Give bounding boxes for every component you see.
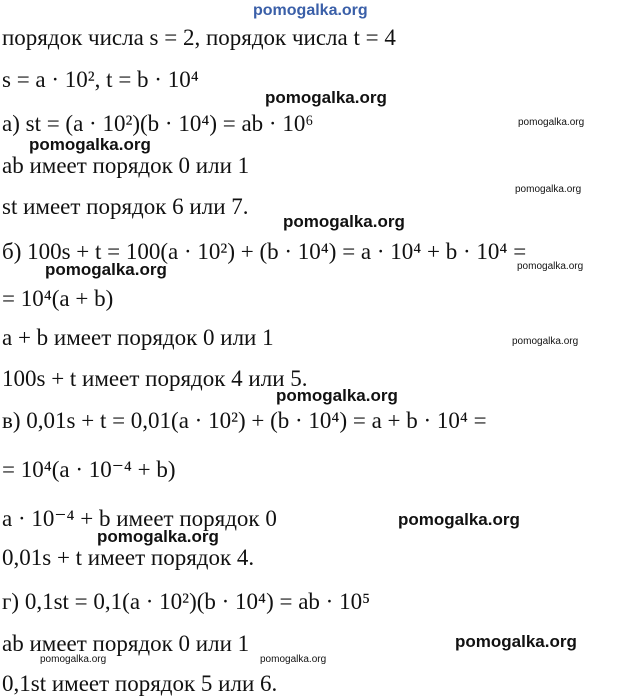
watermark-small: pomogalka.org xyxy=(518,117,585,128)
watermark-small: pomogalka.org xyxy=(40,654,107,665)
solution-a-line: а) st = (a · 10²)(b · 10⁴) = ab · 10⁶ xyxy=(2,111,314,136)
watermark: pomogalka.org xyxy=(29,135,151,154)
solution-g-line: г) 0,1st = 0,1(a · 10²)(b · 10⁴) = ab · 10⁵ xyxy=(2,589,371,614)
watermark-small: pomogalka.org xyxy=(517,261,584,272)
watermark-top: pomogalka.org xyxy=(253,2,368,19)
text-line-7: = 10⁴(a + b) xyxy=(2,286,114,311)
watermark: pomogalka.org xyxy=(276,386,398,405)
text-line-8: a + b имеет порядок 0 или 1 xyxy=(2,325,274,350)
text-line-4: ab имеет порядок 0 или 1 xyxy=(2,153,250,178)
text-line-16: 0,1st имеет порядок 5 или 6. xyxy=(2,671,278,696)
watermark: pomogalka.org xyxy=(97,527,219,546)
watermark: pomogalka.org xyxy=(45,260,167,279)
watermark-small: pomogalka.org xyxy=(512,336,579,347)
text-line-15: ab имеет порядок 0 или 1 xyxy=(2,631,250,656)
watermark: pomogalka.org xyxy=(455,632,577,651)
text-line-1: порядок числа s = 2, порядок числа t = 4 xyxy=(2,25,396,50)
watermark: pomogalka.org xyxy=(283,212,405,231)
text-line-11: = 10⁴(a · 10⁻⁴ + b) xyxy=(2,457,176,482)
text-line-5: st имеет порядок 6 или 7. xyxy=(2,194,249,219)
watermark: pomogalka.org xyxy=(265,88,387,107)
watermark: pomogalka.org xyxy=(398,510,520,529)
text-line-2: s = a · 10², t = b · 10⁴ xyxy=(2,67,199,92)
solution-b-line: б) 100s + t = 100(a · 10²) + (b · 10⁴) = a · 10⁴ + b · 10⁴ = xyxy=(2,239,527,264)
watermark-small: pomogalka.org xyxy=(515,184,582,195)
solution-v-line: в) 0,01s + t = 0,01(a · 10²) + (b · 10⁴) = a + b · 10⁴ = xyxy=(2,408,487,433)
text-line-13: 0,01s + t имеет порядок 4. xyxy=(2,545,255,570)
text-line-9: 100s + t имеет порядок 4 или 5. xyxy=(2,366,308,391)
watermark-small: pomogalka.org xyxy=(260,654,327,665)
text-line-12: a · 10⁻⁴ + b имеет порядок 0 xyxy=(2,506,277,531)
